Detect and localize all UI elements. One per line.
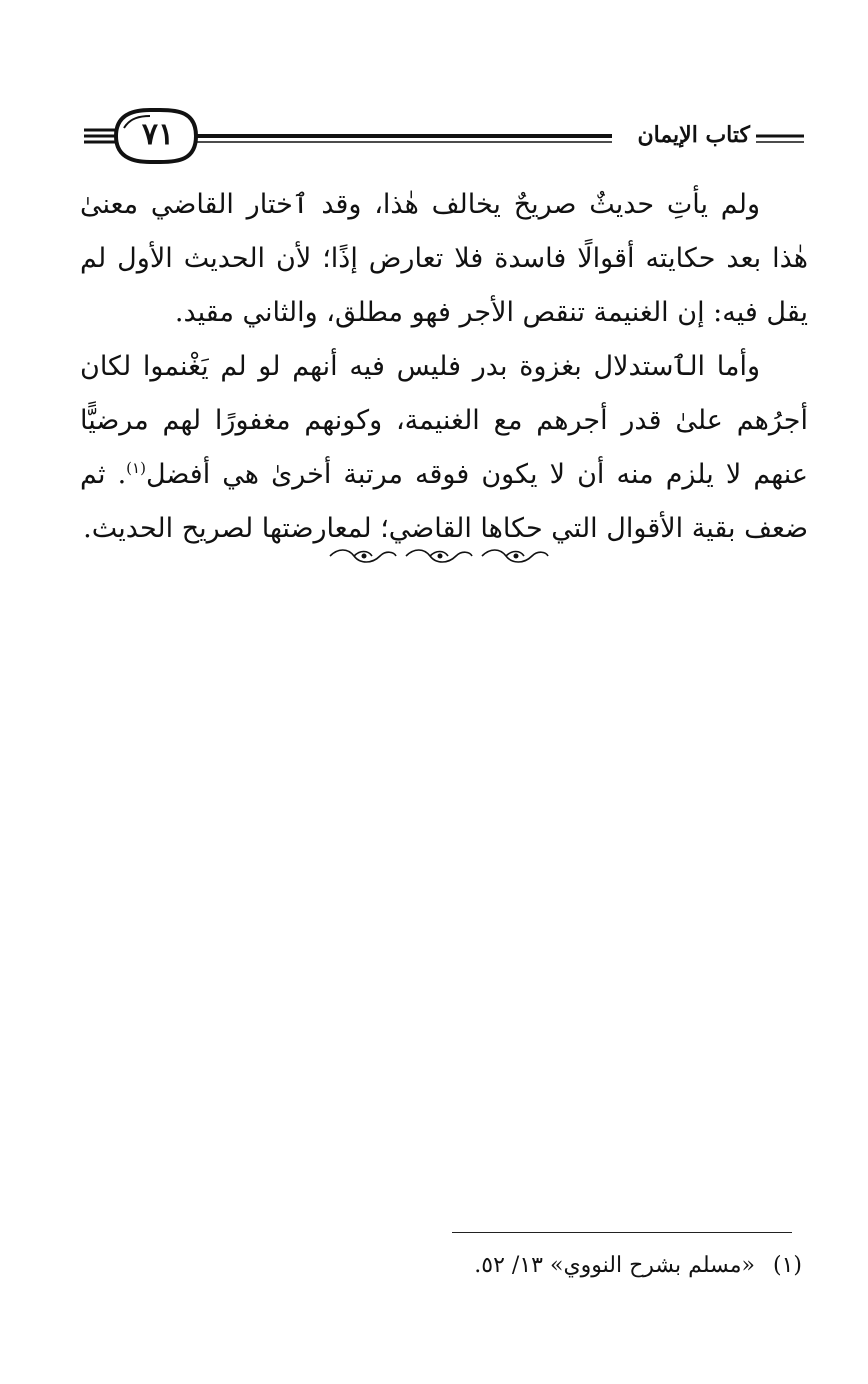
paragraph-2-text-a: وأما الٱستدلال بغزوة بدر فليس فيه أنهم لو لم يَغْنموا لكان أجرُهم علىٰ قدر أجرهم مع الغنيمة، وكونهم مغفورًا لهم مرضيًّا عنهم لا يلزم منه أن لا يكون فوقه مرتبة أخرىٰ هي أفضل xyxy=(80,351,808,490)
footnote-reference: (١) xyxy=(126,459,146,477)
page-number: ٧١ xyxy=(141,117,175,152)
section-divider-ornament xyxy=(324,544,554,568)
paragraph-2 xyxy=(80,340,808,556)
footnote-text: «مسلم بشرح النووي» ١٣/ ٥٢. xyxy=(474,1253,755,1278)
footnote xyxy=(474,1248,802,1284)
paragraph-2-text-b: . ثم ضعف بقية الأقوال التي حكاها القاضي؛ لمعارضتها لصريح الحديث. xyxy=(80,459,808,544)
footnote-separator xyxy=(452,1232,792,1233)
paragraph-1: ولم يأتِ حديثٌ صريحٌ يخالف هٰذا، وقد ٱختار القاضي معنىٰ هٰذا بعد حكايته أقوالًا فاسدة فلا تعارض إذًا؛ لأن الحديث الأول لم يقل فيه: إن الغنيمة تنقص الأجر فهو مطلق، والثاني مقيد. xyxy=(80,189,808,328)
page-header xyxy=(0,0,868,170)
footnote-number: (١) xyxy=(772,1253,802,1278)
main-text xyxy=(80,178,808,556)
chapter-title: كتاب الإيمان xyxy=(631,120,756,150)
